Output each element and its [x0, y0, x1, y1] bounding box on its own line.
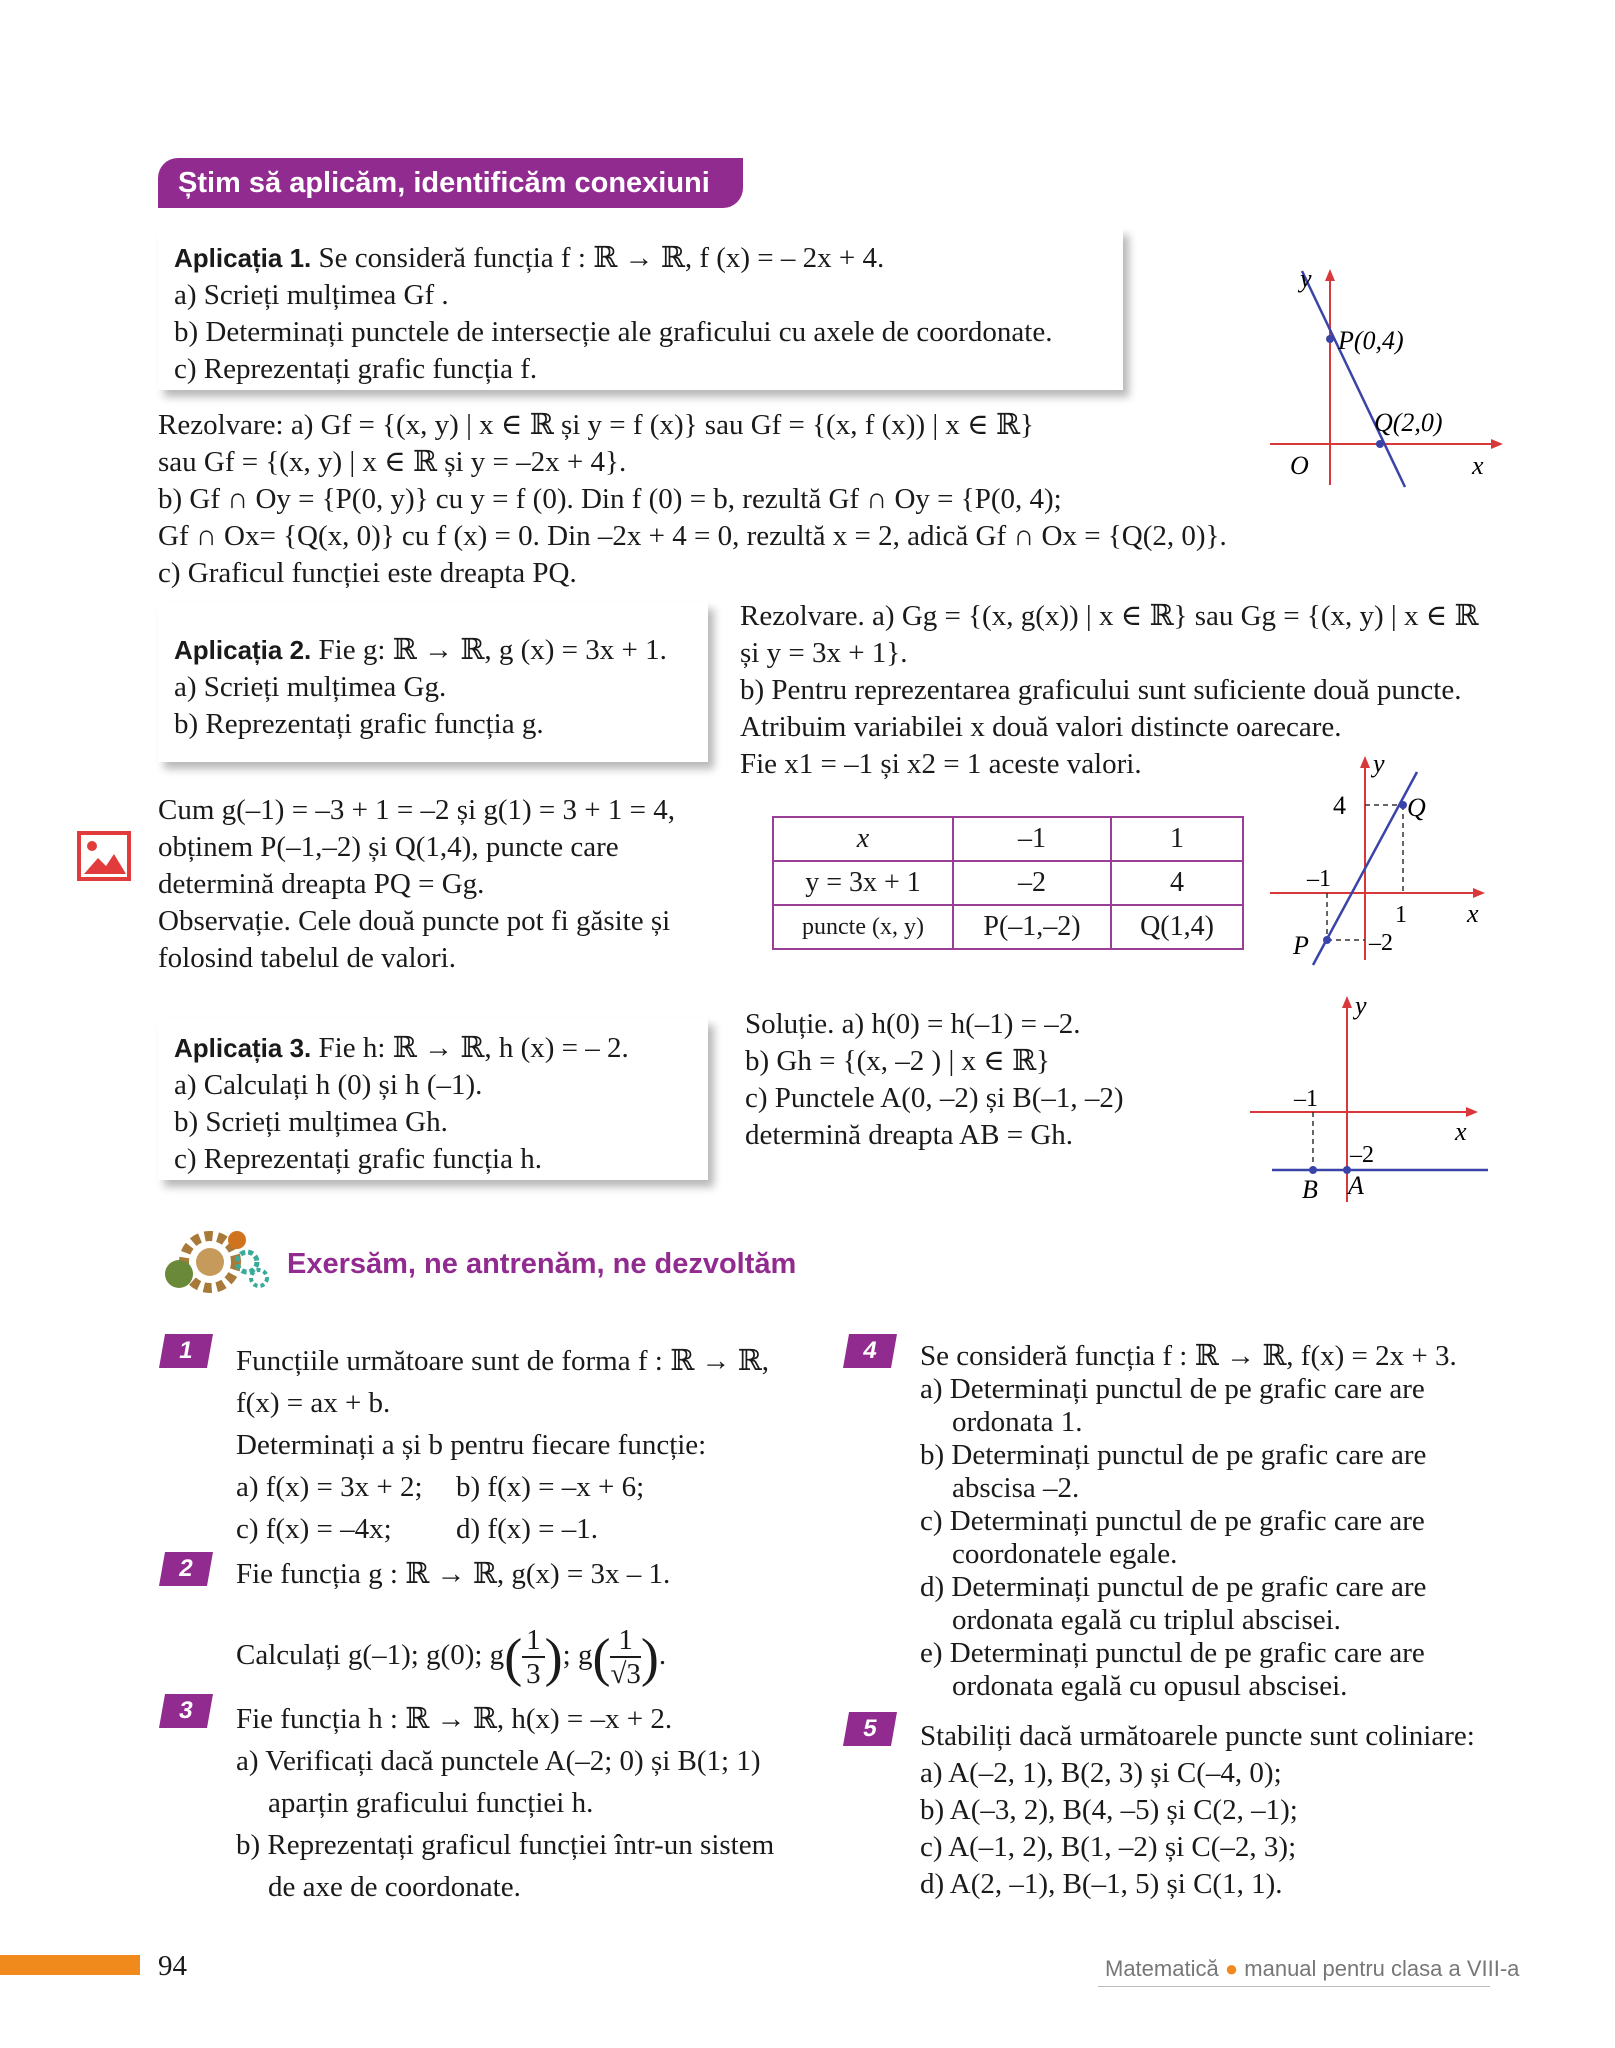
ex2-paren-close-2: ) [640, 1627, 659, 1688]
sol3-line4: determină dreapta AB = Gh. [745, 1119, 1074, 1151]
ex3-line3: aparțin graficului funcției h. [268, 1787, 594, 1819]
page-number: 94 [158, 1950, 187, 1982]
graph2-4-label: 4 [1333, 791, 1346, 820]
ex1 [236, 1340, 769, 1550]
ex5-c: c) A(–1, 2), B(1, –2) și C(–2, 3); [920, 1831, 1297, 1863]
graph2-x-label: x [1467, 899, 1479, 928]
graph2-y-label: y [1373, 750, 1385, 778]
app1-box [158, 228, 1123, 390]
footer-text [1105, 1956, 1519, 1982]
table-cell: P(–1,–2) [953, 905, 1111, 949]
sol3-line3: c) Punctele A(0, –2) și B(–1, –2) [745, 1082, 1124, 1114]
sol1-line4: Gf ∩ Ox= {Q(x, 0)} cu f (x) = 0. Din –2x + 4 = 0, rezultă x = 2, adică Gf ∩ Ox = {Q(2, 0)}. [158, 520, 1227, 552]
table-cell: –1 [953, 817, 1111, 861]
ex4-c1: c) Determinați punctul de pe grafic care are [920, 1505, 1425, 1537]
ex1-badge: 1 [159, 1334, 213, 1368]
graph1-y-label: y [1300, 265, 1312, 293]
sol2-line3: b) Pentru reprezentarea graficului sunt suficiente două puncte. [740, 674, 1462, 706]
graph1-x-label: x [1472, 451, 1484, 480]
ex4-e1: e) Determinați punctul de pe grafic care are [920, 1637, 1425, 1669]
graph3 [1250, 990, 1500, 1212]
ex5-b: b) A(–3, 2), B(4, –5) și C(2, –1); [920, 1794, 1298, 1826]
app3-statement: Fie h: ℝ → ℝ, h (x) = – 2. [311, 1032, 629, 1064]
table-row [773, 817, 1243, 861]
sol1-line3: b) Gf ∩ Oy = {P(0, y)} cu y = f (0). Din f (0) = b, rezultă Gf ∩ Oy = {P(0, 4); [158, 483, 1062, 515]
graph1-point-p [1326, 335, 1334, 343]
ex2-frac2-den: √3 [610, 1658, 641, 1691]
app3-c: c) Reprezentați grafic funcția h. [174, 1143, 542, 1175]
graph3-point-b [1309, 1166, 1317, 1174]
footer-title: Matematică [1105, 1956, 1219, 1981]
app2-b: b) Reprezentați grafic funcția g. [174, 708, 544, 740]
ex4-b2: abscisa –2. [952, 1472, 1080, 1504]
footer-sub: manual pentru clasa a VIII-a [1244, 1956, 1520, 1981]
app1-b: b) Determinați punctele de intersecție ale graficului cu axele de coordonate. [174, 316, 1053, 348]
ex4 [920, 1340, 1457, 1703]
graph3-y-label: y [1355, 991, 1367, 1020]
ex2-paren-close-1: ) [544, 1627, 563, 1688]
ex4-c2: coordonatele egale. [952, 1538, 1178, 1570]
graph2 [1265, 750, 1505, 970]
sol1-line2: sau Gf = {(x, y) | x ∈ ℝ și y = –2x + 4}. [158, 446, 627, 478]
ex2-frac2-num: 1 [610, 1624, 640, 1658]
graph2-1-label: 1 [1395, 902, 1407, 928]
graph3-b-label: B [1302, 1175, 1318, 1204]
ex4-d1: d) Determinați punctul de pe grafic care are [920, 1571, 1427, 1603]
ex5-d: d) A(2, –1), B(–1, 5) și C(1, 1). [920, 1868, 1283, 1900]
app3-b: b) Scrieți mulțimea Gh. [174, 1106, 448, 1138]
left2-line3: determină dreapta PQ = Gg. [158, 868, 485, 900]
ex4-line1: Se consideră funcția f : ℝ → ℝ, f(x) = 2x + 3. [920, 1340, 1457, 1372]
footer-rule [1098, 1986, 1490, 1987]
section2-heading: Exersăm, ne antrenăm, ne dezvoltăm [287, 1248, 797, 1280]
ex4-badge: 4 [843, 1334, 897, 1368]
ex4-a2: ordonata 1. [952, 1406, 1083, 1438]
graph1-y-arrow [1325, 269, 1335, 281]
left2-line4: Observație. Cele două puncte pot fi găsite și [158, 905, 671, 937]
sol2-line1: Rezolvare. a) Gg = {(x, g(x)) | x ∈ ℝ} sau Gg = {(x, y) | x ∈ ℝ [740, 600, 1479, 632]
sol2-line5: Fie x1 = –1 și x2 = 1 aceste valori. [740, 748, 1142, 780]
graph1-origin-label: O [1290, 451, 1309, 480]
graph2-m2-label: –2 [1369, 930, 1393, 956]
graph2-q-label: Q [1407, 793, 1426, 822]
table-cell: Q(1,4) [1111, 905, 1243, 949]
table-cell: –2 [953, 861, 1111, 905]
app1-label: Aplicația 1. [174, 243, 312, 273]
graph2-p-label: P [1293, 931, 1309, 960]
ex2-end: . [658, 1639, 667, 1671]
ex5-badge: 5 [843, 1712, 897, 1746]
graph1-p-label: P(0,4) [1338, 326, 1404, 355]
table-cell: 1 [1111, 817, 1243, 861]
ex3-line2: a) Verificați dacă punctele A(–2; 0) și B(1; 1) [236, 1745, 761, 1777]
ex2-frac1-num: 1 [522, 1624, 545, 1658]
ex2-paren-open-1: ( [504, 1627, 523, 1688]
ex2-frac1 [522, 1624, 545, 1690]
graph3-m2-label: –2 [1350, 1142, 1374, 1168]
app1-a: a) Scrieți mulțimea Gf . [174, 279, 449, 311]
ex2-text: Calculați g(–1); g(0); g [236, 1639, 505, 1671]
app3-a: a) Calculați h (0) și h (–1). [174, 1069, 483, 1101]
graph3-a-label: A [1348, 1171, 1364, 1200]
ex1-line3: Determinați a și b pentru fiecare funcție: [236, 1429, 707, 1461]
table-cell: 4 [1111, 861, 1243, 905]
ex1-a: a) f(x) = 3x + 2; [236, 1471, 423, 1503]
footer-dot-icon: ● [1224, 1956, 1239, 1981]
ex2-paren-open-2: ( [592, 1627, 611, 1688]
left2-line2: obținem P(–1,–2) și Q(1,4), puncte care [158, 831, 619, 863]
graph2-point-p [1323, 936, 1331, 944]
ex3-line5: de axe de coordonate. [268, 1871, 521, 1903]
ex1-b: b) f(x) = –x + 6; [456, 1471, 645, 1503]
sol1-line1: Rezolvare: a) Gf = {(x, y) | x ∈ ℝ și y = f (x)} sau Gf = {(x, f (x)) | x ∈ ℝ} [158, 409, 1034, 441]
ex4-e2: ordonata egală cu opusul abscisei. [952, 1670, 1348, 1702]
graph1 [1270, 265, 1510, 495]
left2-line1: Cum g(–1) = –3 + 1 = –2 și g(1) = 3 + 1 = 4, [158, 794, 676, 826]
ex2-badge: 2 [159, 1552, 213, 1586]
graph2-point-q [1399, 801, 1407, 809]
graph2-x-arrow [1473, 888, 1485, 898]
footer-orange-bar [0, 1955, 140, 1975]
sol3-line2: b) Gh = {(x, –2 ) | x ∈ ℝ} [745, 1045, 1050, 1077]
sol1 [158, 407, 1227, 592]
sol1-line5: c) Graficul funcției este dreapta PQ. [158, 557, 577, 589]
ex1-line2: f(x) = ax + b. [236, 1387, 391, 1419]
app1-statement: Se consideră funcția f : ℝ → ℝ, f (x) = – 2x + 4. [311, 242, 885, 274]
table-row [773, 861, 1243, 905]
graph3-y-arrow [1342, 996, 1352, 1008]
sol3 [745, 1006, 1124, 1154]
ex4-d2: ordonata egală cu triplul abscisei. [952, 1604, 1341, 1636]
ex1-d: d) f(x) = –1. [456, 1513, 598, 1545]
graph1-q-label: Q(2,0) [1374, 408, 1443, 437]
graph3-x-label: x [1455, 1117, 1467, 1146]
ex2-line1: Fie funcția g : ℝ → ℝ, g(x) = 3x – 1. [236, 1558, 671, 1590]
app3-box [158, 1018, 708, 1180]
ex1-c: c) f(x) = –4x; [236, 1513, 392, 1545]
ex3 [236, 1698, 774, 1908]
ex4-a1: a) Determinați punctul de pe grafic care are [920, 1373, 1425, 1405]
section-banner: Știm să aplicăm, identificăm conexiuni [158, 158, 743, 208]
graph1-line [1302, 271, 1405, 487]
app2-label: Aplicația 2. [174, 635, 312, 665]
graph1-x-arrow [1491, 439, 1503, 449]
ex4-b1: b) Determinați punctul de pe grafic care are [920, 1439, 1427, 1471]
table-row [773, 905, 1243, 949]
app3-label: Aplicația 3. [174, 1033, 312, 1063]
ex5-a: a) A(–2, 1), B(2, 3) și C(–4, 0); [920, 1757, 1282, 1789]
sol2-line2: și y = 3x + 1}. [740, 637, 908, 669]
ex5 [920, 1718, 1475, 1903]
app2-box [158, 602, 708, 762]
ex3-line1: Fie funcția h : ℝ → ℝ, h(x) = –x + 2. [236, 1703, 673, 1735]
ex2-frac2 [610, 1624, 640, 1690]
left2 [158, 792, 675, 977]
values-table [772, 816, 1244, 950]
graph2-y-arrow [1360, 756, 1370, 768]
ex2-line2 [236, 1618, 666, 1692]
graph3-m1-label: –1 [1294, 1086, 1318, 1112]
sol3-line1: Soluție. a) h(0) = h(–1) = –2. [745, 1008, 1081, 1040]
app2-a: a) Scrieți mulțimea Gg. [174, 671, 447, 703]
graph3-x-arrow [1466, 1107, 1478, 1117]
graph2-m1-label: –1 [1307, 866, 1331, 892]
image-icon [76, 830, 132, 882]
table-cell: puncte (x, y) [773, 905, 953, 949]
ex1-line1: Funcțiile următoare sunt de forma f : ℝ → ℝ, [236, 1345, 770, 1377]
app2-statement: Fie g: ℝ → ℝ, g (x) = 3x + 1. [311, 634, 667, 666]
graph1-point-q [1376, 440, 1384, 448]
ex2-frac1-den: 3 [526, 1658, 541, 1691]
table-cell: y = 3x + 1 [773, 861, 953, 905]
ex5-line1: Stabiliți dacă următoarele puncte sunt coliniare: [920, 1720, 1475, 1752]
app1-c: c) Reprezentați grafic funcția f. [174, 353, 538, 385]
table-cell: x [773, 817, 953, 861]
ex2-sep: ; g [562, 1639, 593, 1671]
gears-icon [155, 1218, 275, 1300]
left2-line5: folosind tabelul de valori. [158, 942, 456, 974]
ex3-line4: b) Reprezentați graficul funcției într-un sistem [236, 1829, 775, 1861]
ex3-badge: 3 [159, 1694, 213, 1728]
sol2-line4: Atribuim variabilei x două valori distincte oarecare. [740, 711, 1342, 743]
